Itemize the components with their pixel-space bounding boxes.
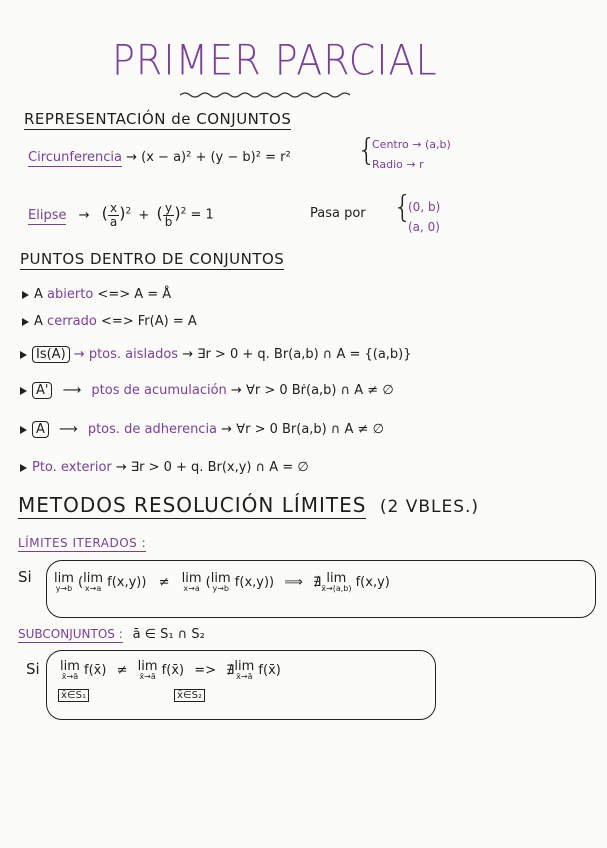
- page-title: PRIMER PARCIAL: [112, 35, 438, 85]
- bullet-icon: [20, 426, 27, 434]
- circunferencia-row: [28, 150, 291, 165]
- aislados-box: Is(A): [32, 346, 70, 363]
- adherencia-box: Ā: [32, 421, 49, 438]
- bullet-icon: [22, 291, 29, 299]
- circunferencia-label: Circunferencia: [28, 150, 122, 165]
- elipse-pasa: Pasa por: [310, 206, 366, 221]
- elipse-label: Elipse: [28, 207, 67, 223]
- bullet-icon: [22, 318, 29, 326]
- heading-iterados: LÍMITES ITERADOS :: [18, 536, 147, 550]
- elipse-frac-y: $\frac{y}{b}$: [164, 201, 173, 229]
- iterados-formula: lim y→b ( lim x→a f(x,y)) ≠ lim x→a ( lim y→b f(x,y)) ⟹ ∄ lim x̄→(a,b) f(x,y): [54, 571, 390, 593]
- row-acumulacion: A' ⟶ ptos de acumulación → ∀r > 0 Bṙ(a,b) ∩ A ≠ ∅: [20, 383, 394, 398]
- s2-box: x̄∈S₂: [174, 689, 205, 702]
- si-label-2: Si: [26, 660, 40, 678]
- row-cerrado: A cerrado <=> Fr(A) = A: [22, 314, 197, 329]
- bullet-icon: [20, 351, 27, 359]
- circunferencia-formula: → (x − a)² + (y − b)² = r²: [126, 150, 291, 165]
- elipse-p2: (a, 0): [408, 220, 440, 234]
- heading-metodos: METODOS RESOLUCIÓN LÍMITES (2 VBLES.): [18, 493, 480, 517]
- row-exterior: Pto. exterior → ∃r > 0 + q. Br(x,y) ∩ A = ∅: [20, 460, 309, 475]
- heading-puntos: PUNTOS DENTRO DE CONJUNTOS: [20, 250, 285, 268]
- si-label-1: Si: [18, 568, 32, 586]
- elipse-frac-x: $\frac{x}{a}$: [109, 201, 118, 229]
- circunferencia-brace: {: [357, 133, 377, 168]
- bullet-icon: [20, 464, 27, 472]
- elipse-brace: {: [393, 190, 413, 225]
- circunferencia-radio: Radio → r: [372, 158, 424, 171]
- elipse-row: Elipse → ( $\frac{x}{a}$ )$^2$ + ( $\frac{y}{b}$ )$^2$ = 1: [28, 201, 214, 229]
- row-abierto: A abierto <=> A = Å: [22, 287, 171, 302]
- heading-representacion: REPRESENTACIÓN de CONJUNTOS: [24, 110, 292, 128]
- elipse-p1: (0, b): [408, 200, 441, 214]
- circunferencia-centro: Centro → (a,b): [372, 138, 451, 151]
- s1-box: x̄∈S₁: [58, 689, 89, 702]
- title-underline: [180, 90, 350, 100]
- subconjuntos-formula: lim x̄→ā f(x̄) ≠ lim x̄→ā f(x̄) => ∄ lim x̄→ā f(x̄): [60, 659, 281, 681]
- bullet-icon: [20, 387, 27, 395]
- acumulacion-box: A': [32, 382, 52, 399]
- row-aislados: Is(A) → ptos. aislados → ∃r > 0 + q. Br(a,b) ∩ A = {(a,b)}: [20, 347, 412, 362]
- subconjuntos-row: SUBCONJUNTOS : ā ∈ S₁ ∩ S₂: [18, 627, 205, 642]
- row-adherencia: Ā ⟶ ptos. de adherencia → ∀r > 0 Br(a,b) ∩ A ≠ ∅: [20, 422, 384, 437]
